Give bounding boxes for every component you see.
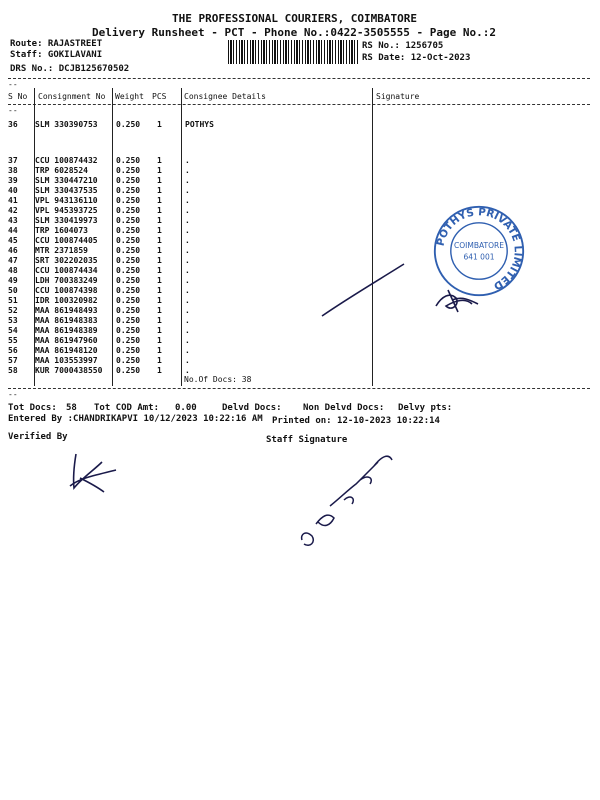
row-sno: 45 <box>8 236 18 245</box>
row-sno: 56 <box>8 346 18 355</box>
row-consignee: . <box>185 166 190 175</box>
non-delvd-docs-label: Non Delvd Docs: <box>303 403 385 413</box>
row-pcs: 1 <box>157 336 162 345</box>
row-sno: 43 <box>8 216 18 225</box>
row-consignment: MAA 861948120 <box>35 346 98 355</box>
row-sno: 41 <box>8 196 18 205</box>
delvd-docs-label: Delvd Docs: <box>222 403 282 413</box>
row-sno: 53 <box>8 316 18 325</box>
row-weight: 0.250 <box>116 356 141 365</box>
row-consignment: MAA 861947960 <box>35 336 98 345</box>
row-sno: 46 <box>8 246 18 255</box>
staff-signature-label: Staff Signature <box>266 435 348 445</box>
tot-cod-value: 0.00 <box>175 403 197 413</box>
row-sno: 47 <box>8 256 18 265</box>
row-consignment: LDH 700383249 <box>35 276 98 285</box>
dash-mark: -- <box>8 80 18 89</box>
col-header-weight: Weight <box>115 92 144 101</box>
row-consignment: CCU 100874398 <box>35 286 98 295</box>
stamp-outer-text: POTHYS PRIVATE LIMITED <box>434 206 524 293</box>
verified-by-label: Verified By <box>8 432 68 442</box>
row-weight: 0.250 <box>116 366 141 375</box>
row-weight: 0.250 <box>116 306 141 315</box>
row-pcs: 1 <box>157 196 162 205</box>
row-consignment: SLM 330419973 <box>35 216 98 225</box>
row-sno: 52 <box>8 306 18 315</box>
row-sno: 37 <box>8 156 18 165</box>
row-consignment: SLM 330437535 <box>35 186 98 195</box>
row-weight: 0.250 <box>116 176 141 185</box>
row-sno: 54 <box>8 326 18 335</box>
tot-docs-value: 58 <box>66 403 77 413</box>
row-consignment: MAA 861948389 <box>35 326 98 335</box>
row-pcs: 1 <box>157 356 162 365</box>
row-pcs: 1 <box>157 346 162 355</box>
row-weight: 0.250 <box>116 156 141 165</box>
row-consignee: . <box>185 206 190 215</box>
no-of-docs: No.Of Docs: 38 <box>184 375 252 384</box>
row-sno: 38 <box>8 166 18 175</box>
row-pcs: 1 <box>157 156 162 165</box>
row-consignment: MTR 2371859 <box>35 246 88 255</box>
row-weight: 0.250 <box>116 246 141 255</box>
row-sno: 36 <box>8 120 18 129</box>
row-weight: 0.250 <box>116 236 141 245</box>
row-consignment: MAA 861948383 <box>35 316 98 325</box>
row-consignee: . <box>185 196 190 205</box>
row-consignee: . <box>185 346 190 355</box>
row-pcs: 1 <box>157 226 162 235</box>
col-header-sno: S No <box>8 92 28 101</box>
row-pcs: 1 <box>157 306 162 315</box>
row-consignee: . <box>185 256 190 265</box>
row-weight: 0.250 <box>116 326 141 335</box>
drs-number: DRS No.: DCJB125670502 <box>10 64 130 74</box>
printed-on: Printed on: 12-10-2023 10:22:14 <box>272 416 440 426</box>
row-consignee: POTHYS <box>185 120 214 129</box>
row-pcs: 1 <box>157 246 162 255</box>
row-consignee: . <box>185 266 190 275</box>
col-header-signature: Signature <box>376 92 420 101</box>
dash-mark: -- <box>8 390 18 399</box>
row-weight: 0.250 <box>116 276 141 285</box>
row-consignee: . <box>185 226 190 235</box>
row-consignee: . <box>185 276 190 285</box>
row-sno: 50 <box>8 286 18 295</box>
staff-handwritten-signature <box>302 456 392 545</box>
row-weight: 0.250 <box>116 316 141 325</box>
row-sno: 39 <box>8 176 18 185</box>
row-weight: 0.250 <box>116 226 141 235</box>
row-consignment: VPL 943136110 <box>35 196 98 205</box>
row-weight: 0.250 <box>116 296 141 305</box>
row-consignment: TRP 6028524 <box>35 166 88 175</box>
row-consignee: . <box>185 296 190 305</box>
row-pcs: 1 <box>157 256 162 265</box>
row-consignee: . <box>185 336 190 345</box>
staff-label: Staff: GOKILAVANI <box>10 50 103 60</box>
row-weight: 0.250 <box>116 286 141 295</box>
row-consignment: IDR 100320982 <box>35 296 98 305</box>
row-pcs: 1 <box>157 316 162 325</box>
stamp-city: COIMBATORE <box>453 241 505 251</box>
row-weight: 0.250 <box>116 216 141 225</box>
row-consignee: . <box>185 246 190 255</box>
row-weight: 0.250 <box>116 186 141 195</box>
delvy-pts-label: Delvy pts: <box>398 403 453 413</box>
row-consignment: CCU 100874434 <box>35 266 98 275</box>
row-consignee: . <box>185 216 190 225</box>
row-sno: 51 <box>8 296 18 305</box>
row-weight: 0.250 <box>116 196 141 205</box>
row-pcs: 1 <box>157 276 162 285</box>
row-pcs: 1 <box>157 326 162 335</box>
dash-mark: -- <box>8 106 18 115</box>
row-consignment: MAA 861948493 <box>35 306 98 315</box>
row-consignment: CCU 100874405 <box>35 236 98 245</box>
row-pcs: 1 <box>157 236 162 245</box>
entered-by: Entered By :CHANDRIKAPVI 10/12/2023 10:22:16 AM <box>8 414 263 424</box>
signature-stroke <box>322 264 404 316</box>
row-consignee: . <box>185 306 190 315</box>
row-consignee: . <box>185 356 190 365</box>
rs-number: RS No.: 1256705 <box>362 41 444 51</box>
row-sno: 55 <box>8 336 18 345</box>
row-weight: 0.250 <box>116 256 141 265</box>
row-sno: 44 <box>8 226 18 235</box>
row-consignment: SRT 302202035 <box>35 256 98 265</box>
row-pcs: 1 <box>157 166 162 175</box>
row-weight: 0.250 <box>116 346 141 355</box>
row-consignment: KUR 7000438550 <box>35 366 103 375</box>
row-pcs: 1 <box>157 176 162 185</box>
tot-cod-label: Tot COD Amt: <box>94 403 160 413</box>
stamp-pin: 641 001 <box>463 252 495 262</box>
row-consignee: . <box>185 186 190 195</box>
row-pcs: 1 <box>157 366 162 375</box>
row-pcs: 1 <box>157 266 162 275</box>
row-consignee: . <box>185 366 190 375</box>
row-consignee: . <box>185 176 190 185</box>
row-sno: 40 <box>8 186 18 195</box>
row-consignee: . <box>185 286 190 295</box>
tot-docs-label: Tot Docs: <box>8 403 57 413</box>
row-weight: 0.250 <box>116 206 141 215</box>
runsheet-subtitle: Delivery Runsheet - PCT - Phone No.:0422-3505555 - Page No.:2 <box>92 26 496 39</box>
row-consignee: . <box>185 316 190 325</box>
col-header-consignee: Consignee Details <box>184 92 266 101</box>
recipient-signature <box>436 290 478 312</box>
row-sno: 48 <box>8 266 18 275</box>
row-sno: 58 <box>8 366 18 375</box>
row-pcs: 1 <box>157 186 162 195</box>
verifier-signature <box>70 454 116 492</box>
row-pcs: 1 <box>157 120 162 129</box>
row-consignment: SLM 330390753 <box>35 120 98 129</box>
row-consignee: . <box>185 326 190 335</box>
row-pcs: 1 <box>157 206 162 215</box>
row-consignment: MAA 103553997 <box>35 356 98 365</box>
row-sno: 42 <box>8 206 18 215</box>
col-header-consignment: Consignment No <box>38 92 106 101</box>
company-name: THE PROFESSIONAL COURIERS, COIMBATORE <box>172 12 418 25</box>
row-weight: 0.250 <box>116 336 141 345</box>
route-label: Route: RAJASTREET <box>10 39 103 49</box>
col-header-pcs: PCS <box>152 92 167 101</box>
row-pcs: 1 <box>157 286 162 295</box>
row-sno: 57 <box>8 356 18 365</box>
row-weight: 0.250 <box>116 120 141 129</box>
row-consignment: CCU 100874432 <box>35 156 98 165</box>
row-consignment: SLM 330447210 <box>35 176 98 185</box>
row-consignment: TRP 1604073 <box>35 226 88 235</box>
rs-date: RS Date: 12-Oct-2023 <box>362 53 471 63</box>
row-weight: 0.250 <box>116 266 141 275</box>
row-pcs: 1 <box>157 216 162 225</box>
row-sno: 49 <box>8 276 18 285</box>
row-consignee: . <box>185 236 190 245</box>
row-consignment: VPL 945393725 <box>35 206 98 215</box>
row-pcs: 1 <box>157 296 162 305</box>
row-weight: 0.250 <box>116 166 141 175</box>
row-consignee: . <box>185 156 190 165</box>
